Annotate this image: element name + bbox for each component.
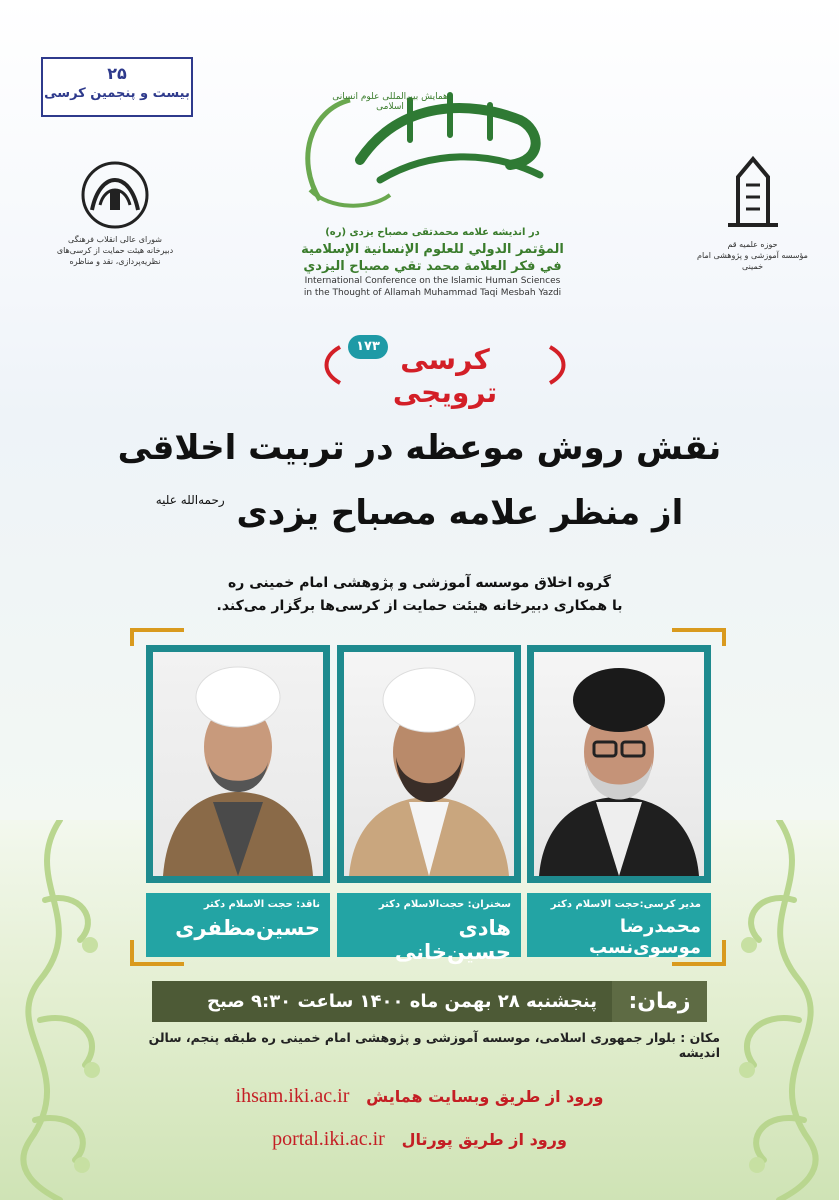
series-label: کرسی ترویجی <box>392 343 498 409</box>
right-logo-caption-2: مؤسسه آموزشی و پژوهشی امام خمینی <box>697 251 808 271</box>
speaker-role: سخنران: حجت‌الاسلام دکتر <box>378 899 511 910</box>
left-logo-caption-1: شورای عالی انقلاب فرهنگی <box>68 235 162 244</box>
conference-logo <box>290 80 575 305</box>
time-label: زمان: <box>612 981 707 1022</box>
badge-text: بیست و پنجمین کرسی <box>44 86 190 101</box>
supreme-council-logo <box>40 160 190 267</box>
photo-frame-critic <box>146 645 330 883</box>
conference-title-ar-2: في فكر العلامة محمد تقي مصباح اليزدي <box>303 259 562 274</box>
frame-corner-top-left <box>130 628 184 646</box>
banner-left-ornament-icon <box>320 345 346 385</box>
lecture-title-line-2-text: از منظر علامه مصباح یزدی <box>236 493 684 533</box>
organizer-line-2: با همکاری دبیرخانه هیئت حمایت از کرسی‌ها برگزار می‌کند. <box>216 598 623 614</box>
photo-frame-speaker <box>337 645 521 883</box>
honorific-text: رحمه‌الله علیه <box>155 493 225 507</box>
portal-link[interactable]: portal.iki.ac.ir <box>272 1128 385 1150</box>
organizer-line-1: گروه اخلاق موسسه آموزشی و پژوهشی امام خمینی ره <box>228 575 611 591</box>
critic-role: ناقد: حجت الاسلام دکتر <box>203 899 320 910</box>
session-number-badge <box>41 57 193 117</box>
frame-corner-top-right <box>672 628 726 646</box>
time-box <box>152 981 707 1022</box>
banner-right-ornament-icon <box>544 345 570 385</box>
critic-name-card <box>146 893 330 957</box>
conference-title-en-2: in the Thought of Allamah Muhammad Taqi Mesbah Yazdi <box>303 288 562 298</box>
lecture-title-line-2 <box>0 493 839 533</box>
conference-title-ar-1: المؤتمر الدولي للعلوم الإنسانية الإسلامية <box>301 242 564 257</box>
website-link-label: ورود از طریق وبسایت همایش <box>366 1087 604 1106</box>
moderator-name: محمدرضا موسوی‌نسب <box>588 916 701 958</box>
series-number: ۱۷۳ <box>348 335 388 359</box>
portal-link-label: ورود از طریق پورتال <box>401 1130 567 1149</box>
speaker-name: هادی حسین‌خانی <box>394 916 511 964</box>
conference-title-fa: همایش بین‌المللی علوم انسانی اسلامی <box>332 92 448 112</box>
council-emblem-icon <box>80 160 150 230</box>
moderator-photo <box>534 652 704 876</box>
left-logo-caption-2: دبیرخانه هیئت حمایت از کرسی‌های نظریه‌پردازی، نقد و مناظره <box>56 246 174 266</box>
critic-name: حسین‌مظفری <box>175 916 320 940</box>
critic-photo <box>153 652 323 876</box>
speaker-name-card <box>337 893 521 964</box>
website-link-row <box>0 1085 839 1108</box>
time-value: پنجشنبه ۲۸ بهمن ماه ۱۴۰۰ ساعت ۹:۳۰ صبح <box>207 991 597 1012</box>
moderator-role: مدیر کرسی:حجت الاسلام دکتر <box>550 899 701 910</box>
right-logo-caption-1: حوزه علمیه قم <box>727 240 778 249</box>
series-banner <box>320 335 570 409</box>
portal-link-row <box>0 1128 839 1151</box>
venue-text: مکان : بلوار جمهوری اسلامی، موسسه آموزشی و پژوهشی امام خمینی ره طبقه پنجم، سالن اندیشه <box>148 1030 720 1060</box>
lecture-title-line-1: نقش روش موعظه در تربیت اخلاقی <box>117 428 722 468</box>
imam-khomeini-institute-logo <box>690 155 815 272</box>
moderator-name-card <box>527 893 711 957</box>
website-link[interactable]: ihsam.iki.ac.ir <box>235 1085 350 1107</box>
speaker-photo <box>344 652 514 876</box>
photo-frame-moderator <box>527 645 711 883</box>
institute-emblem-icon <box>718 155 788 235</box>
badge-number: ۲۵ <box>107 64 127 83</box>
conference-title-en-1: International Conference on the Islamic Human Sciences <box>304 276 561 286</box>
conference-subtitle-fa: در اندیشه علامه محمدتقی مصباح یزدی (ره) <box>325 227 540 238</box>
